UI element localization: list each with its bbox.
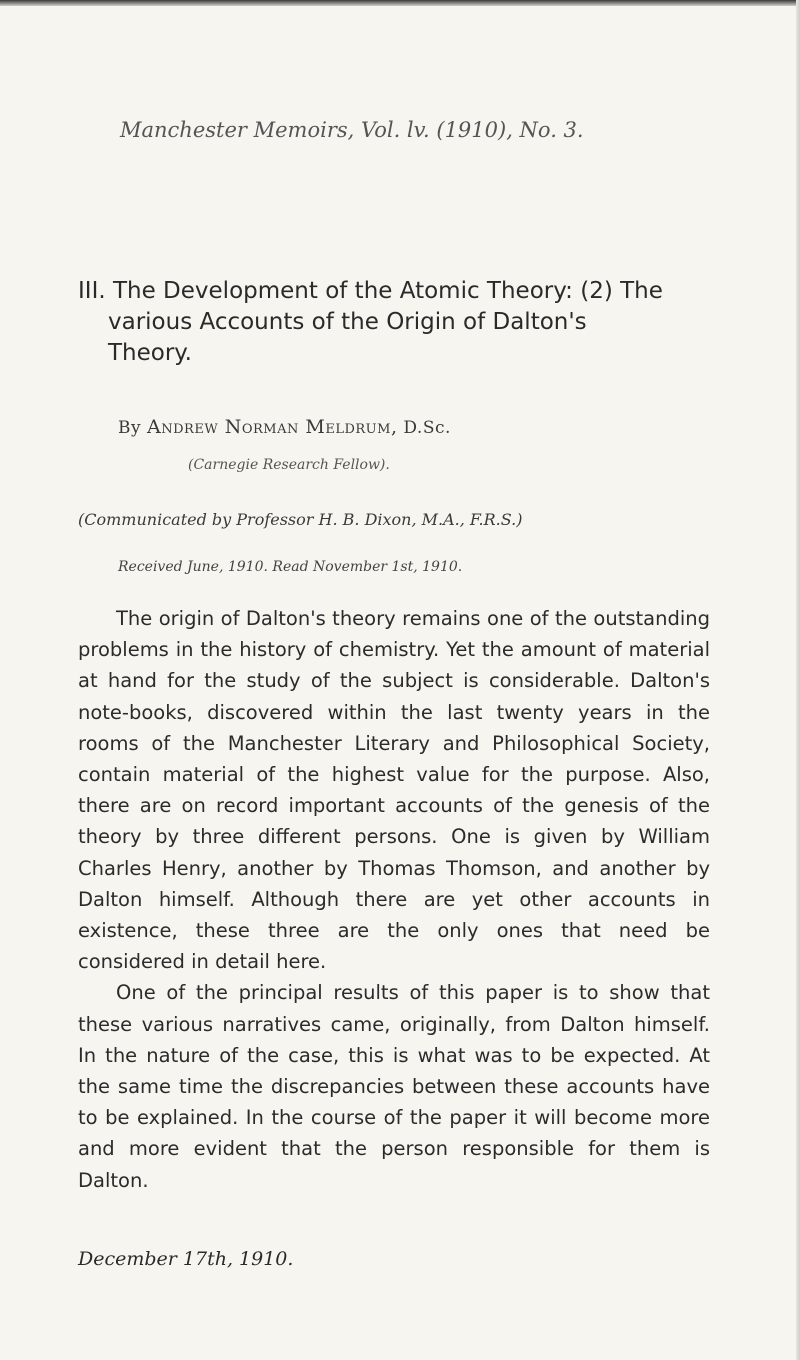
communicated-note: (Communicated by Professor H. B. Dixon, M.A., F.R.S.) [78, 510, 523, 529]
author-line [118, 416, 451, 438]
body-paragraph-1: The origin of Dalton's theory remains one of the outstanding problems in the history of chemistry. Yet the amount of material at hand for the study of the subject is considerable. Dalton's note-books, discovered within the last twenty years in the rooms of the Manchester Literary and Philosophical Society, contain material of the highest value for the purpose. Also, there are on record important accounts of the genesis of the theory by three different persons. One is given by William Charles Henry, another by Thomas Thomson, and another by Dalton himself. Although there are yet other accounts in existence, these three are the only ones that need be considered in detail here. [78, 607, 710, 974]
article-title [78, 276, 718, 369]
author-prefix: By [118, 418, 142, 438]
running-head: Manchester Memoirs, Vol. lv. (1910), No. 3. [120, 118, 584, 142]
scan-top-edge [0, 0, 800, 6]
body-paragraph-2: One of the principal results of this paper is to show that these various narratives came, originally, from Dalton himself. In the nature of the case, this is what was to be expected. At the same time the discrepancies between these accounts have to be explained. In the course of the paper it will become more and more evident that the person responsible for them is Dalton. [78, 981, 710, 1192]
scan-right-edge [796, 0, 800, 1360]
title-line-3: Theory. [108, 340, 192, 366]
article-body [78, 603, 710, 1196]
author-name: Andrew Norman Meldrum, [147, 416, 398, 438]
title-line-1: III. The Development of the Atomic Theory: (2) The [78, 278, 663, 304]
fellowship-note: (Carnegie Research Fellow). [188, 457, 390, 473]
title-line-2: various Accounts of the Origin of Dalton's [108, 309, 587, 335]
received-note: Received June, 1910. Read November 1st, 1910. [118, 559, 463, 575]
closing-date: December 17th, 1910. [78, 1248, 294, 1270]
author-degree: D.Sc. [403, 418, 451, 438]
